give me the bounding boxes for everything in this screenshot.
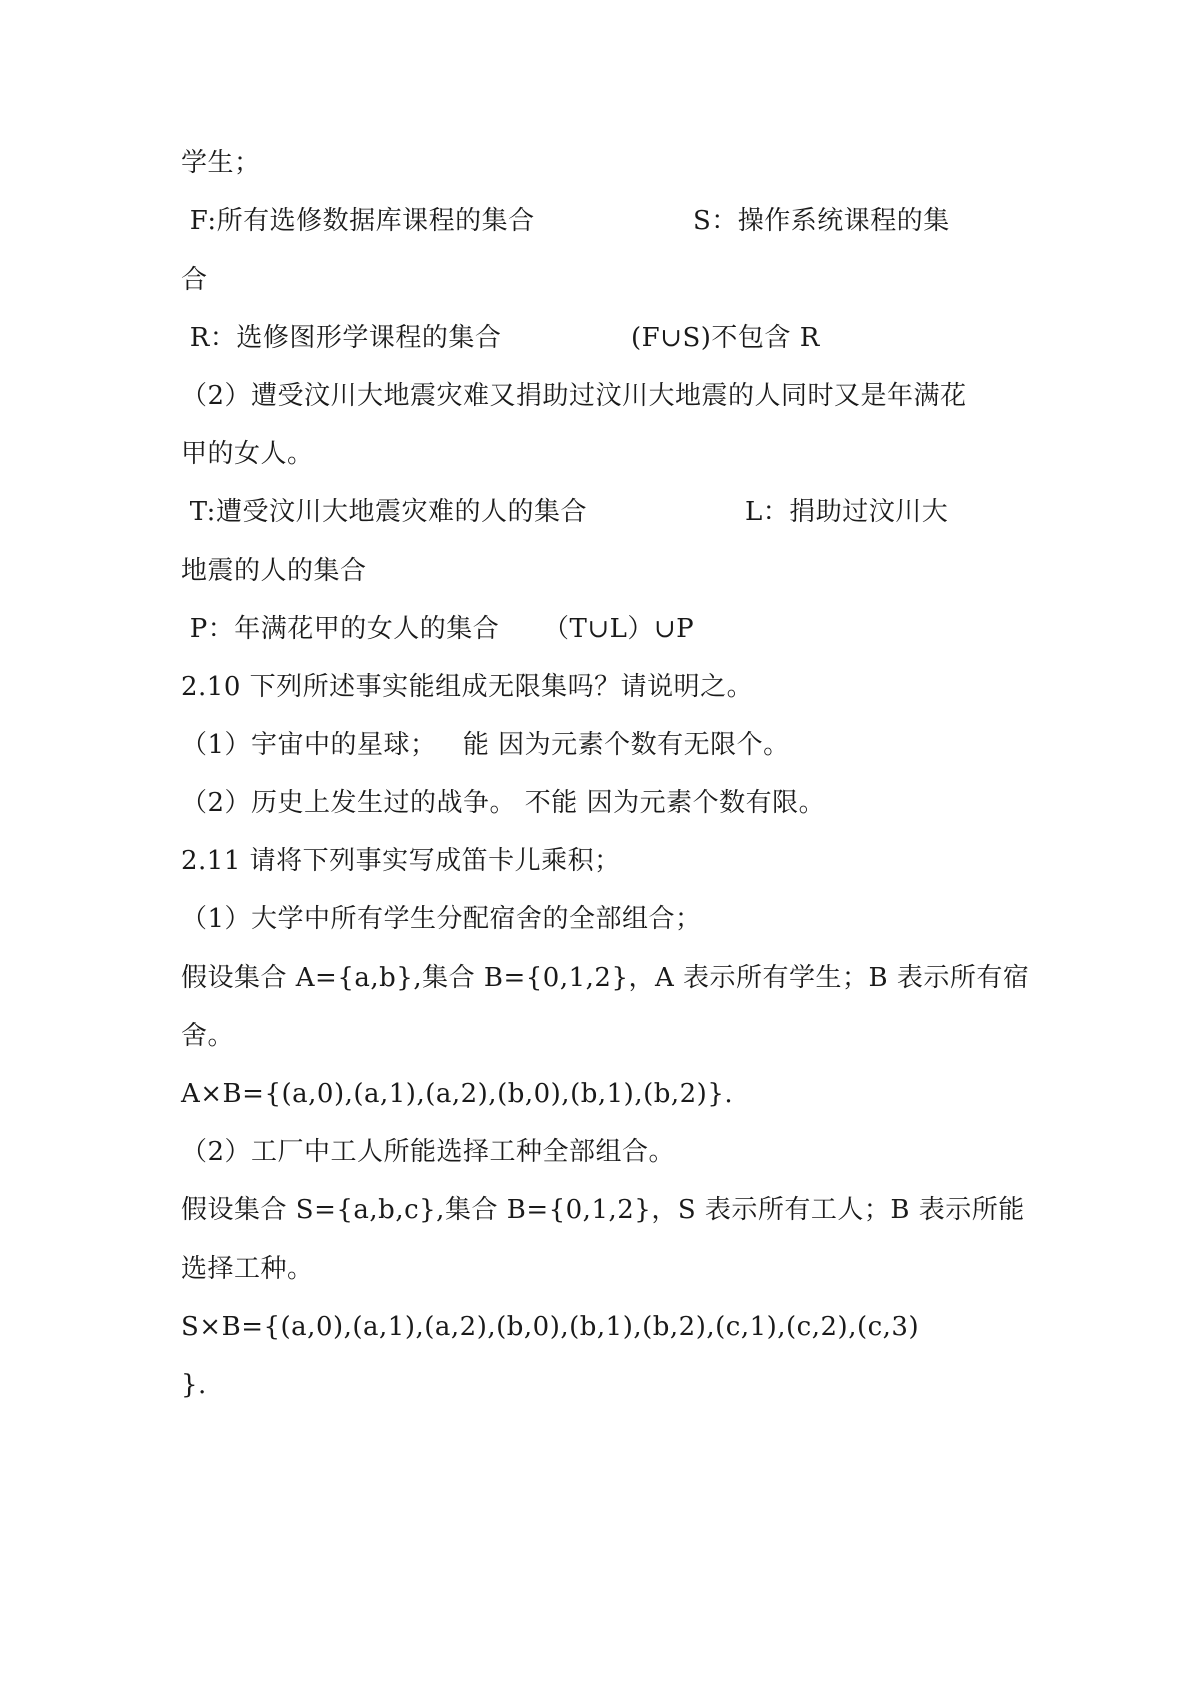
line-right-segment: (F∪S)不包含 R xyxy=(631,323,820,353)
text-line: 合 xyxy=(181,265,208,295)
text-line: （2）工厂中工人所能选择工种全部组合。 xyxy=(181,1137,676,1167)
line-left-segment: P：年满花甲的女人的集合 xyxy=(181,614,500,644)
line-right-segment: S：操作系统课程的集 xyxy=(693,206,950,236)
text-line: 假设集合 S={a,b,c},集合 B={0,1,2}，S 表示所有工人；B 表示所能 xyxy=(181,1195,1025,1225)
line-left-segment: T:遭受汶川大地震灾难的人的集合 xyxy=(181,497,587,527)
line-left-segment: R：选修图形学课程的集合 xyxy=(181,323,502,353)
text-line: 舍。 xyxy=(181,1021,235,1051)
text-line: （2）历史上发生过的战争。 不能 因为元素个数有限。 xyxy=(181,788,826,818)
text-line: （1）宇宙中的星球； 能 因为元素个数有无限个。 xyxy=(181,730,790,760)
text-line: （1）大学中所有学生分配宿舍的全部组合； xyxy=(181,904,702,934)
text-line: （2）遭受汶川大地震灾难又捐助过汶川大地震的人同时又是年满花 xyxy=(181,381,967,411)
text-line: A×B={(a,0),(a,1),(a,2),(b,0),(b,1),(b,2)}. xyxy=(181,1079,734,1109)
text-line: S×B={(a,0),(a,1),(a,2),(b,0),(b,1),(b,2),(c,1),(c,2),(c,3) xyxy=(181,1312,920,1342)
line-right-segment: L：捐助过汶川大 xyxy=(745,497,949,527)
text-line: 2.10 下列所述事实能组成无限集吗？请说明之。 xyxy=(181,672,754,702)
text-line: 学生； xyxy=(181,148,261,178)
text-line: 地震的人的集合 xyxy=(181,556,367,586)
text-line: 假设集合 A={a,b},集合 B={0,1,2}，A 表示所有学生；B 表示所有宿 xyxy=(181,963,1030,993)
line-left-segment: F:所有选修数据库课程的集合 xyxy=(181,206,535,236)
text-line: 选择工种。 xyxy=(181,1254,314,1284)
line-right-segment: （T∪L）∪P xyxy=(543,614,695,644)
text-line: }. xyxy=(181,1370,207,1400)
text-line: 甲的女人。 xyxy=(181,439,314,469)
text-line: 2.11 请将下列事实写成笛卡儿乘积； xyxy=(181,846,621,876)
